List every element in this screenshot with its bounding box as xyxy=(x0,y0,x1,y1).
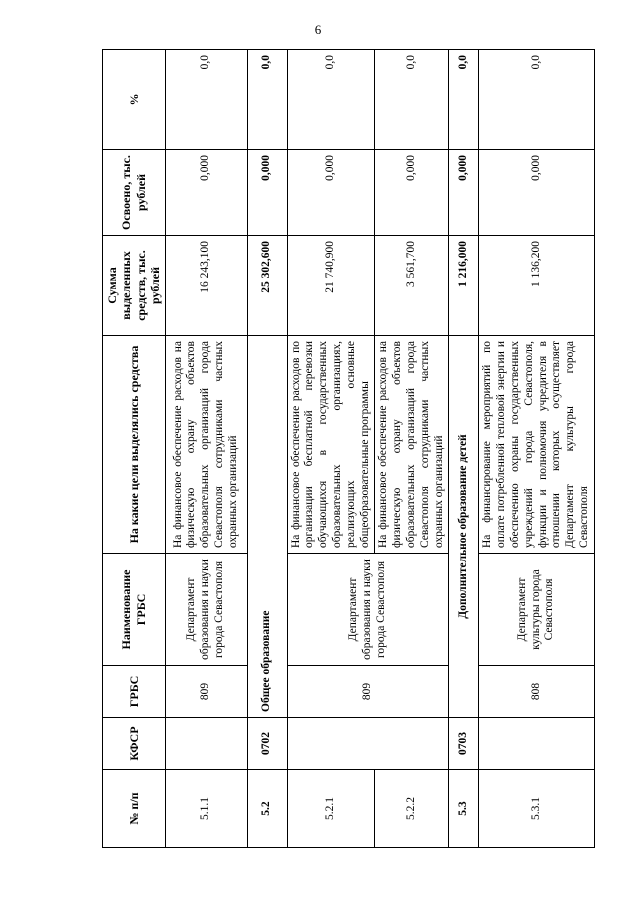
row-percent: 0,0 xyxy=(449,50,479,150)
row-grbs: 808 xyxy=(479,666,594,718)
row-purpose: На финансирование мероприятий по оплате потребленной тепловой энергии и обеспечению охраны государственных учреждений города Севастополя, функции и полномочия учредителя в отношении которых осуществляет Департамент культуры города Севастополя xyxy=(479,336,594,554)
row-percent: 0,0 xyxy=(247,50,287,150)
header-allocated: Сумма выделенных средств, тыс. рублей xyxy=(103,236,166,336)
budget-table xyxy=(102,49,595,848)
row-kfsr xyxy=(479,718,594,770)
row-percent: 0,0 xyxy=(165,50,247,150)
row-spent: 0,000 xyxy=(247,150,287,236)
row-allocated: 1 216,000 xyxy=(449,236,479,336)
row-allocated: 1 136,200 xyxy=(479,236,594,336)
row-name: Департамент образования и науки города Севастополя xyxy=(287,554,449,666)
header-purpose: На какие цели выделялись средства xyxy=(103,336,166,554)
row-allocated: 16 243,100 xyxy=(165,236,247,336)
table-row-section xyxy=(449,50,479,848)
section-title: Общее образование xyxy=(247,336,287,718)
row-num: 5.3.1 xyxy=(479,770,594,848)
row-kfsr: 0702 xyxy=(247,718,287,770)
section-title: Дополнительное образование детей xyxy=(449,336,479,718)
row-kfsr xyxy=(165,718,247,770)
row-purpose: На финансовое обеспечение расходов на физическую охрану объектов образовательных организаций города Севастополя сотрудниками частных охранных организаций xyxy=(165,336,247,554)
row-spent: 0,000 xyxy=(165,150,247,236)
row-purpose: На финансовое обеспечение расходов по организации бесплатной перевозки обучающихся в государственных образовательных организациях, реализующих основные общеобразовательные программы xyxy=(287,336,375,554)
table-row-section xyxy=(247,50,287,848)
row-name: Департамент культуры города Севастополя xyxy=(479,554,594,666)
header-percent: % xyxy=(103,50,166,150)
page-number: 6 xyxy=(314,22,322,37)
row-allocated: 21 740,900 xyxy=(287,236,375,336)
row-grbs: 809 xyxy=(165,666,247,718)
row-kfsr xyxy=(287,718,449,770)
row-spent: 0,000 xyxy=(375,150,449,236)
row-allocated: 25 302,600 xyxy=(247,236,287,336)
table-row xyxy=(479,50,594,848)
table-row xyxy=(165,50,247,848)
rotated-table-container xyxy=(102,50,590,848)
header-kfsr: КФСР xyxy=(103,718,166,770)
row-num: 5.1.1 xyxy=(165,770,247,848)
table-row xyxy=(287,50,375,848)
row-num: 5.2.1 xyxy=(287,770,375,848)
row-percent: 0,0 xyxy=(375,50,449,150)
row-allocated: 3 561,700 xyxy=(375,236,449,336)
row-percent: 0,0 xyxy=(287,50,375,150)
row-percent: 0,0 xyxy=(479,50,594,150)
header-spent: Освоено, тыс. рублей xyxy=(103,150,166,236)
header-row xyxy=(103,50,166,848)
row-name: Департамент образования и науки города Севастополя xyxy=(165,554,247,666)
header-grbs: ГРБС xyxy=(103,666,166,718)
header-name: Наименование ГРБС xyxy=(103,554,166,666)
header-num: № п/п xyxy=(103,770,166,848)
row-num: 5.2.2 xyxy=(375,770,449,848)
row-kfsr: 0703 xyxy=(449,718,479,770)
row-grbs: 809 xyxy=(287,666,449,718)
row-purpose: На финансовое обеспечение расходов на физическую охрану объектов образовательных организаций города Севастополя сотрудниками частных охранных организаций xyxy=(375,336,449,554)
row-num: 5.2 xyxy=(247,770,287,848)
row-num: 5.3 xyxy=(449,770,479,848)
row-spent: 0,000 xyxy=(479,150,594,236)
row-spent: 0,000 xyxy=(287,150,375,236)
row-spent: 0,000 xyxy=(449,150,479,236)
